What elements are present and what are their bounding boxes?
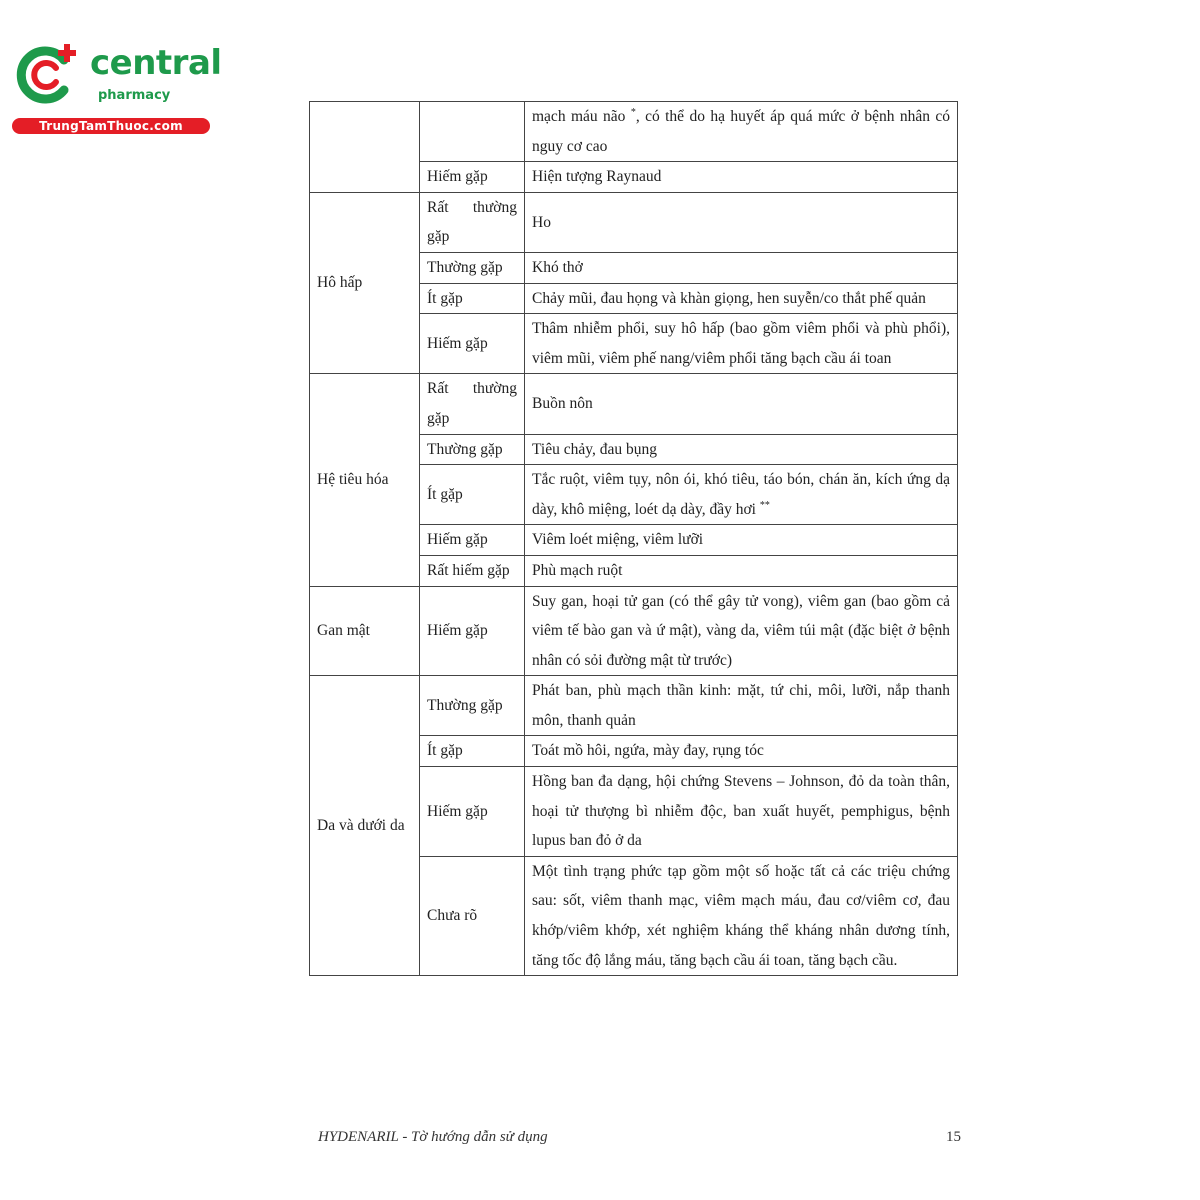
frequency-cell: Ít gặp <box>420 465 525 525</box>
effect-description-cell: Ho <box>525 192 958 252</box>
effect-text-continued: , có thể do hạ huyết áp quá mức ở bệnh nhân có nguy cơ cao <box>532 108 950 155</box>
effect-description-cell: Một tình trạng phức tạp gồm một số hoặc tất cả các triệu chứng sau: sốt, viêm thanh mạc, viêm mạch máu, đau cơ/viêm cơ, đau khớp/viêm khớp, xét nghiệm kháng thể kháng nhân dương tính, tăng tốc độ lắng máu, tăng bạch cầu ái toan, tăng bạch cầu. <box>525 856 958 975</box>
frequency-cell: Hiếm gặp <box>420 586 525 676</box>
organ-system-cell: Hệ tiêu hóa <box>310 374 420 586</box>
frequency-cell: Chưa rõ <box>420 856 525 975</box>
frequency-cell: Hiếm gặp <box>420 314 525 374</box>
effect-description-cell: Phát ban, phù mạch thần kinh: mặt, tứ chi, môi, lưỡi, nắp thanh môn, thanh quản <box>525 676 958 736</box>
adverse-effects-table <box>309 101 958 976</box>
frequency-cell: Hiếm gặp <box>420 525 525 556</box>
adverse-effects-table-wrapper <box>309 101 957 976</box>
frequency-cell: Thường gặp <box>420 676 525 736</box>
central-pharmacy-logo <box>10 38 222 138</box>
effect-description-cell: Thâm nhiễm phổi, suy hô hấp (bao gồm viêm phổi và phù phổi), viêm mũi, viêm phế nang/viêm phổi tăng bạch cầu ái toan <box>525 314 958 374</box>
organ-system-cell: Da và dưới da <box>310 676 420 976</box>
table-row <box>310 192 958 252</box>
effect-description-cell: Tiêu chảy, đau bụng <box>525 434 958 465</box>
frequency-cell: Rất thường gặp <box>420 374 525 434</box>
table-row <box>310 586 958 676</box>
document-title-footer: HYDENARIL - Tờ hướng dẫn sử dụng <box>318 1129 548 1145</box>
frequency-cell: Rất thường gặp <box>420 192 525 252</box>
organ-system-cell: Gan mật <box>310 586 420 676</box>
logo-wordmark: central <box>90 43 222 83</box>
table-row <box>310 676 958 736</box>
effect-description-cell: Khó thở <box>525 252 958 283</box>
page-number: 15 <box>946 1129 961 1145</box>
effect-description-cell: Phù mạch ruột <box>525 555 958 586</box>
table-row <box>310 374 958 434</box>
effect-description-cell: Buồn nôn <box>525 374 958 434</box>
frequency-cell: Rất hiếm gặp <box>420 555 525 586</box>
frequency-cell: Thường gặp <box>420 434 525 465</box>
effect-description-cell: Chảy mũi, đau họng và khàn giọng, hen suyễn/co thắt phế quản <box>525 283 958 314</box>
footnote-marker: * <box>630 107 636 118</box>
organ-system-cell: Hô hấp <box>310 192 420 374</box>
organ-system-cell <box>310 102 420 193</box>
effect-description-cell: Viêm loét miệng, viêm lưỡi <box>525 525 958 556</box>
footnote-marker: ** <box>759 499 770 511</box>
effect-description-cell: Hồng ban đa dạng, hội chứng Stevens – Johnson, đỏ da toàn thân, hoại tử thượng bì nhiễm độc, ban xuất huyết, pemphigus, bệnh lupus ban đỏ ở da <box>525 767 958 857</box>
frequency-cell: Ít gặp <box>420 736 525 767</box>
frequency-cell: Thường gặp <box>420 252 525 283</box>
table-row <box>310 102 958 162</box>
logo-subtitle: pharmacy <box>98 88 171 103</box>
effect-description-cell <box>525 102 958 162</box>
effect-description-cell: Hiện tượng Raynaud <box>525 162 958 193</box>
effect-description-cell <box>525 465 958 525</box>
frequency-cell: Hiếm gặp <box>420 162 525 193</box>
effect-description-cell: Toát mồ hôi, ngứa, mày đay, rụng tóc <box>525 736 958 767</box>
logo-site-banner: TrungTamThuoc.com <box>12 118 210 134</box>
frequency-cell: Ít gặp <box>420 283 525 314</box>
frequency-cell <box>420 102 525 162</box>
frequency-cell: Hiếm gặp <box>420 767 525 857</box>
effect-description-cell: Suy gan, hoại tử gan (có thể gây tử vong), viêm gan (bao gồm cả viêm tế bào gan và ứ mật), vàng da, viêm túi mật (đặc biệt ở bệnh nhân có sỏi đường mật từ trước) <box>525 586 958 676</box>
pharmacy-cross-logo-icon <box>12 40 82 110</box>
effect-text: Tắc ruột, viêm tụy, nôn ói, khó tiêu, táo bón, chán ăn, kích ứng dạ dày, khô miệng, loét dạ dày, đầy hơi <box>532 471 950 518</box>
effect-text: mạch máu não <box>532 108 631 125</box>
